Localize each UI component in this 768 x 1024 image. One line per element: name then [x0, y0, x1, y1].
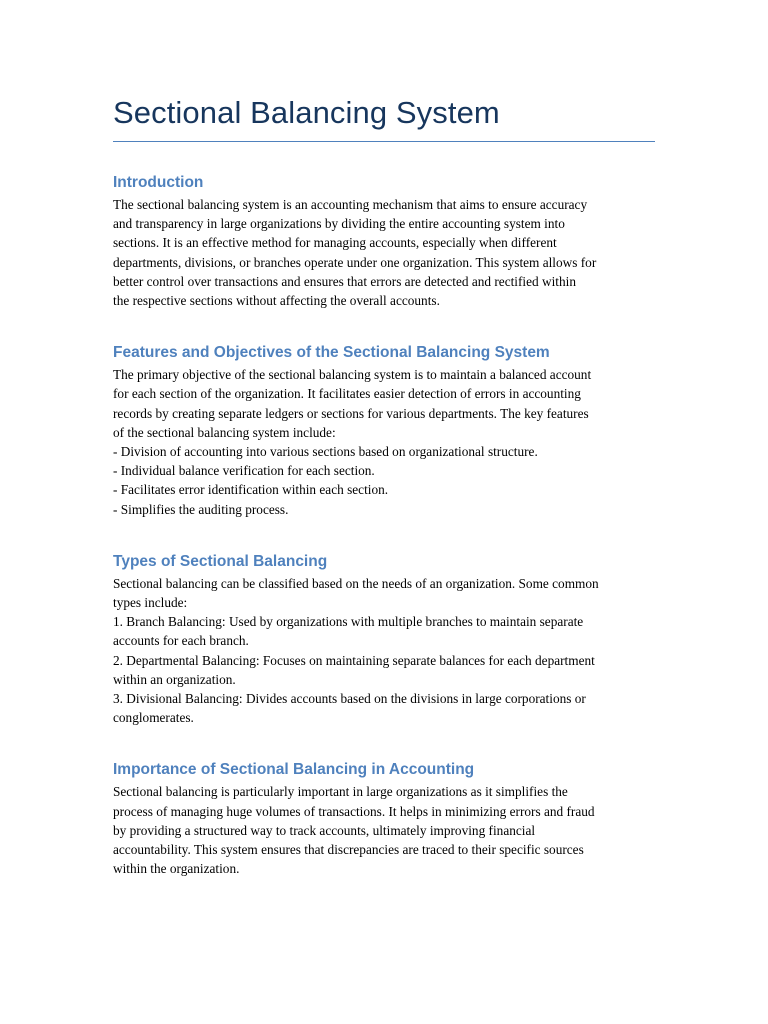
text-line: types include: — [113, 595, 188, 611]
text-line: by providing a structured way to track accounts, ultimately improving financial — [113, 822, 536, 838]
section-importance — [113, 759, 655, 878]
section-heading: Importance of Sectional Balancing in Accounting — [113, 761, 475, 779]
list-item: 3. Divisional Balancing: Divides accounts based on the divisions in large corporations or — [113, 691, 586, 707]
section-heading: Features and Objectives of the Sectional Balancing System — [113, 344, 550, 362]
section-paragraph — [113, 365, 655, 519]
section-paragraph — [113, 574, 655, 728]
document-title: Sectional Balancing System — [113, 92, 655, 142]
text-line: accounts for each branch. — [113, 633, 249, 649]
text-line: the respective sections without affecting the overall accounts. — [113, 293, 440, 309]
document-page — [113, 92, 655, 878]
text-line: within the organization. — [113, 861, 240, 877]
text-line: The sectional balancing system is an accounting mechanism that aims to ensure accuracy — [113, 197, 588, 212]
text-line: The primary objective of the sectional balancing system is to maintain a balanced account — [113, 367, 592, 383]
text-line: Sectional balancing is particularly important in large organizations as it simplifies the — [113, 784, 568, 800]
list-item: - Division of accounting into various sections based on organizational structure. — [113, 444, 538, 460]
list-item: - Individual balance verification for each section. — [113, 463, 375, 479]
section-types — [113, 551, 655, 728]
text-line: accountability. This system ensures that discrepancies are traced to their specific sources — [113, 842, 584, 858]
section-paragraph — [113, 195, 655, 310]
text-line: process of managing huge volumes of transactions. It helps in minimizing errors and fraud — [113, 803, 595, 819]
section-features-objectives — [113, 342, 655, 519]
list-item: - Simplifies the auditing process. — [113, 501, 289, 517]
section-heading: Introduction — [113, 174, 204, 191]
text-line: within an organization. — [113, 671, 236, 687]
section-paragraph — [113, 782, 655, 878]
text-line: and transparency in large organizations by dividing the entire accounting system into — [113, 216, 565, 232]
text-line: records by creating separate ledgers or sections for various departments. The key features — [113, 405, 589, 421]
text-line: Sectional balancing can be classified based on the needs of an organization. Some common — [113, 575, 599, 591]
list-item: 1. Branch Balancing: Used by organizations with multiple branches to maintain separate — [113, 614, 584, 630]
text-line: better control over transactions and ensures that errors are detected and rectified within — [113, 273, 576, 289]
section-introduction — [113, 172, 655, 310]
list-item: - Facilitates error identification within each section. — [113, 482, 389, 498]
text-line: for each section of the organization. It facilitates easier detection of errors in accounting — [113, 386, 581, 402]
list-item: 2. Departmental Balancing: Focuses on maintaining separate balances for each department — [113, 652, 595, 668]
text-line: of the sectional balancing system include: — [113, 424, 336, 440]
text-line: departments, divisions, or branches operate under one organization. This system allows for — [113, 254, 597, 270]
text-line: sections. It is an effective method for managing accounts, especially when different — [113, 235, 557, 251]
section-heading: Types of Sectional Balancing — [113, 552, 328, 570]
text-line: conglomerates. — [113, 710, 194, 726]
